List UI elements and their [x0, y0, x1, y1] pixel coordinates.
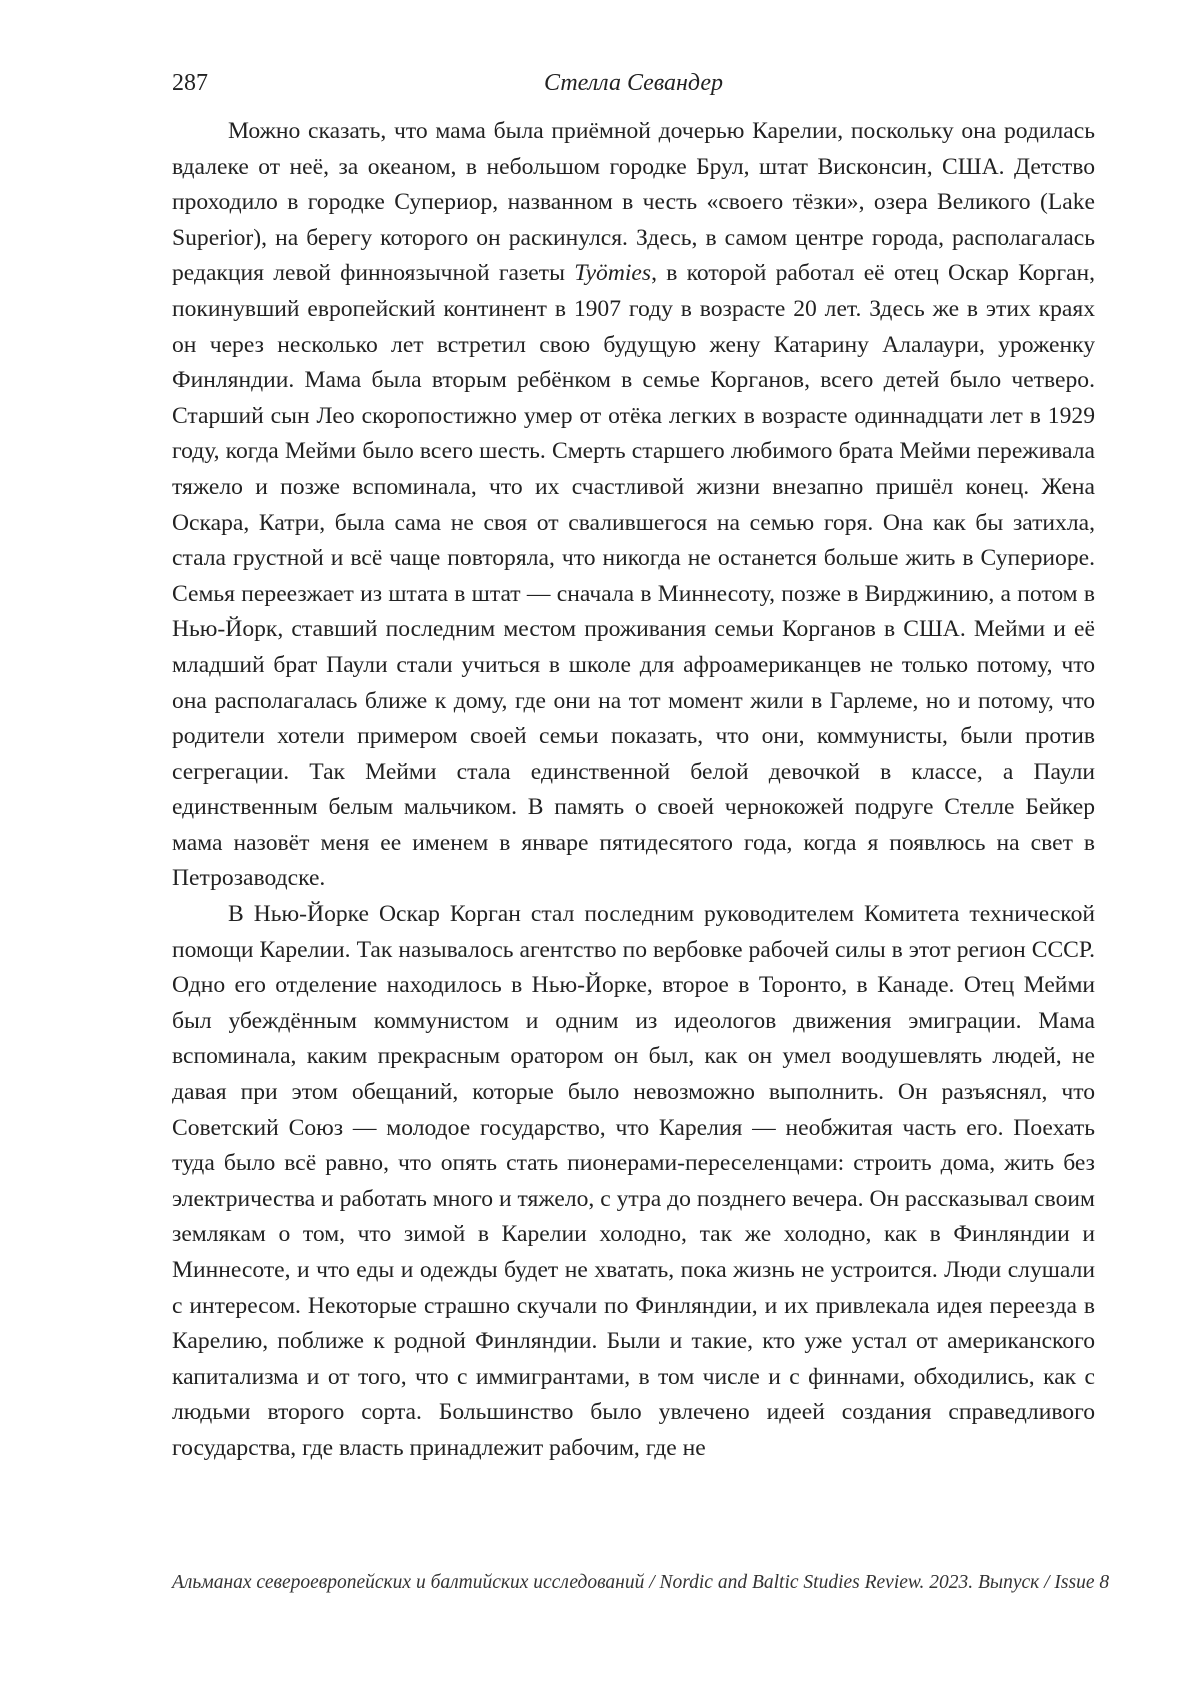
page-header [172, 70, 1095, 102]
page-footer: Альманах североевропейских и балтийских исследований / Nordic and Baltic Studies Review. 2023. Выпуск / Issue 8 [172, 1572, 1095, 1594]
body-paragraph: В Нью-Йорке Оскар Корган стал последним руководителем Комитета технической помощи Карелии. Так называлось агентство по вербовке рабочей силы в этот регион СССР. Одно его отделение находилось в Нью-Йорке, второе в Торонто, в Канаде. Отец Мейми был убеждённым коммунистом и одним из идеологов движения эмиграции. Мама вспоминала, каким прекрасным оратором он был, как он умел воодушевлять людей, не давая при этом обещаний, которые было невозможно выполнить. Он разъяснял, что Советский Союз — молодое государство, что Карелия — необжитая часть его. Поехать туда было всё равно, что опять стать пионерами-переселенцами: строить дома, жить без электричества и работать много и тяжело, с утра до позднего вечера. Он рассказывал своим землякам о том, что зимой в Карелии холодно, так же холодно, как в Финляндии и Миннесоте, и что еды и одежды будет не хватать, пока жизнь не устроится. Люди слушали с интересом. Некоторые страшно скучали по Финляндии, и их привлекала идея переезда в Карелию, поближе к родной Финляндии. Были и такие, кто уже устал от американского капитализма и от того, что с иммигрантами, в том числе и с финнами, обходились, как с людьми второго сорта. Большинство было увлечено идеей создания справедливого государства, где власть принадлежит рабочим, где не [172, 897, 1095, 1467]
paragraph-text: , в которой работал её отец Оскар Корган, покинувший европейский континент в 1907 году в возрасте 20 лет. Здесь же в этих краях он через несколько лет встретил свою будущую жену Катарину Алалаури, уроженку Финляндии. Мама была вторым ребёнком в семье Корганов, всего детей было четверо. Старший сын Лео скоропостижно умер от отёка легких в возрасте одиннадцати лет в 1929 году, когда Мейми было всего шесть. Смерть старшего любимого брата Мейми переживала тяжело и позже вспоминала, что их счастливой жизни внезапно пришёл конец. Жена Оскара, Катри, была сама не своя от свалившегося на семью горя. Она как бы затихла, стала грустной и всё чаще повторяла, что никогда не останется больше жить в Супериоре. Семья переезжает из штата в штат — сначала в Миннесоту, позже в Вирджинию, а потом в Нью-Йорк, ставший последним местом проживания семьи Корганов в США. Мейми и её младший брат Паули стали учиться в школе для афроамериканцев не только потому, что она располагалась ближе к дому, где они на тот момент жили в Гарлеме, но и потому, что родители хотели примером своей семьи показать, что они, коммунисты, были против сегрегации. Так Мейми стала единственной белой девочкой в классе, а Паули единственным белым мальчиком. В память о своей чернокожей подруге Стелле Бейкер мама назовёт меня ее именем в январе пятидесятого года, когда я появлюсь на свет в Петрозаводске. [172, 260, 1095, 891]
journal-page [0, 0, 1200, 1697]
paragraph-text: Можно сказать, что мама была приёмной дочерью Карелии, поскольку она родилась вдалеке от неё, за океаном, в небольшом городке Брул, штат Висконсин, США. Детство проходило в городке Супериор, названном в честь «своего тёзки», озера Великого (Lake Superior), на берегу которого он раскинулся. Здесь, в самом центре города, располагалась редакция левой финноязычной газеты [172, 118, 1095, 286]
page-number: 287 [172, 70, 208, 97]
newspaper-title: Työmies [574, 260, 651, 286]
body-paragraph [172, 114, 1095, 897]
running-head-author: Стелла Севандер [172, 70, 1095, 97]
article-body [172, 114, 1095, 1467]
